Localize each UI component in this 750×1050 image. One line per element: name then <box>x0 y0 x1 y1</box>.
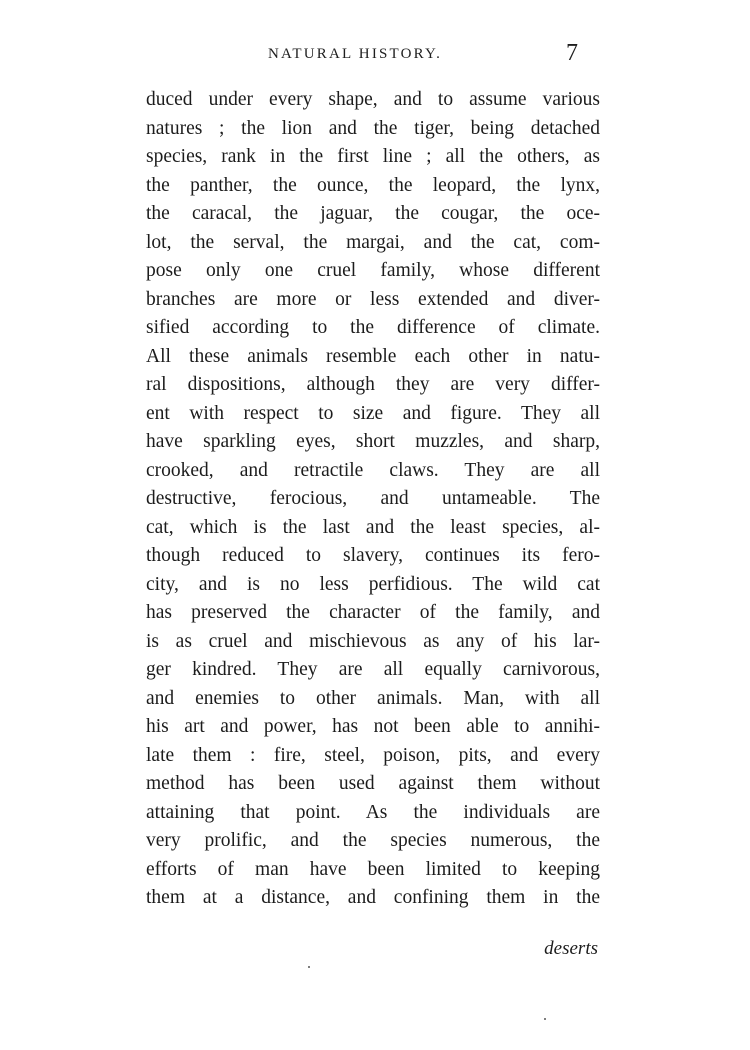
text-line: lot, the serval, the margai, and the cat, com- <box>146 231 600 253</box>
text-line: method has been used against them without <box>146 773 600 794</box>
text-line: them at a distance, and confining them in the <box>146 887 600 908</box>
text-line: cat, which is the last and the least species, al- <box>146 516 600 538</box>
text-line: though reduced to slavery, continues its fero- <box>146 545 600 566</box>
text-line: the caracal, the jaguar, the cougar, the oce- <box>146 203 600 224</box>
text-line: sified according to the difference of climate. <box>146 317 600 338</box>
text-line: city, and is no less perfidious. The wild cat <box>146 573 600 595</box>
print-speck <box>544 1018 546 1020</box>
text-line: is as cruel and mischievous as any of his lar- <box>146 630 600 652</box>
text-line: branches are more or less extended and diver- <box>146 288 600 310</box>
catchword: deserts <box>544 938 598 959</box>
text-line: late them : fire, steel, poison, pits, and every <box>146 744 600 766</box>
text-line: pose only one cruel family, whose different <box>146 260 600 281</box>
text-line: the panther, the ounce, the leopard, the lynx, <box>146 174 600 196</box>
running-title: NATURAL HISTORY. <box>268 46 443 62</box>
text-line: ral dispositions, although they are very differ- <box>146 374 600 395</box>
text-line: ent with respect to size and figure. They all <box>146 402 600 424</box>
page-number: 7 <box>566 40 578 66</box>
text-line: and enemies to other animals. Man, with all <box>146 687 600 709</box>
text-line: All these animals resemble each other in natu- <box>146 345 600 367</box>
text-line: have sparkling eyes, short muzzles, and sharp, <box>146 431 600 452</box>
text-line: very prolific, and the species numerous, the <box>146 830 600 851</box>
text-line: species, rank in the first line ; all the others, as <box>146 146 600 167</box>
print-speck <box>308 966 310 968</box>
text-line: efforts of man have been limited to keeping <box>146 858 600 880</box>
text-line: duced under every shape, and to assume various <box>146 89 600 110</box>
text-line: destructive, ferocious, and untameable. The <box>146 488 600 509</box>
text-line: has preserved the character of the family, and <box>146 602 600 623</box>
text-line: attaining that point. As the individuals are <box>146 801 600 823</box>
text-line: his art and power, has not been able to annihi- <box>146 716 600 737</box>
text-line: crooked, and retractile claws. They are all <box>146 459 600 481</box>
text-line: ger kindred. They are all equally carnivorous, <box>146 659 600 680</box>
body-text <box>146 86 600 913</box>
text-line: natures ; the lion and the tiger, being detached <box>146 117 600 139</box>
